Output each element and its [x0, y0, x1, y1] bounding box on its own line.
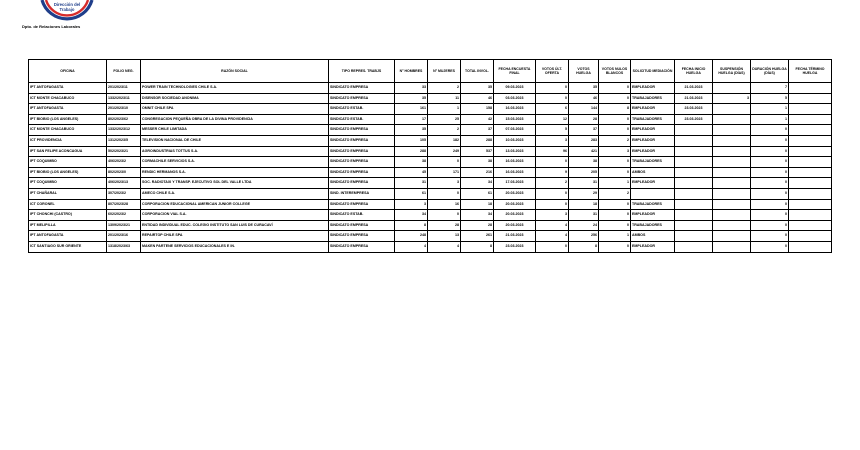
table-cell: IPT BIOBIO (LOS ANGELES) — [29, 114, 107, 125]
table-cell: EMPLEADOR — [631, 125, 675, 136]
table-cell: 216 — [461, 167, 494, 178]
table-cell: 35 — [395, 125, 428, 136]
table-cell: 0 — [536, 241, 569, 252]
table-cell: 45 — [395, 167, 428, 178]
table-cell: 29 — [569, 188, 599, 199]
table-cell: 0 — [599, 83, 631, 94]
table-cell — [789, 83, 832, 94]
table-cell: 0 — [751, 210, 789, 221]
table-cell — [675, 178, 713, 189]
table-cell: EMPLEADOR — [631, 210, 675, 221]
table-cell: 35 — [569, 83, 599, 94]
table-cell: IPT MELIPILLA — [29, 220, 107, 231]
table-cell: 256 — [569, 231, 599, 242]
table-cell: 249 — [428, 146, 461, 157]
table-cell: TELEVISION NACIONAL DE CHILE — [141, 135, 329, 146]
column-header: VOTOS ÚLT. OFERTA — [536, 60, 569, 83]
table-cell: 28 — [569, 114, 599, 125]
table-cell: 1318/2023/63 — [107, 241, 141, 252]
table-cell: 09.03.2023 — [494, 83, 536, 94]
table-cell: 2 — [599, 188, 631, 199]
table-cell: 15.03.2023 — [494, 114, 536, 125]
table-cell — [789, 199, 832, 210]
table-cell: SINDICATO EMPRESA — [329, 241, 395, 252]
table-cell: 171 — [428, 167, 461, 178]
table-cell: 4 — [395, 241, 428, 252]
table-cell: 31 — [569, 178, 599, 189]
table-cell — [789, 93, 832, 104]
table-cell — [713, 114, 751, 125]
table-cell: 16.03.2023 — [494, 167, 536, 178]
table-cell: 13 — [428, 231, 461, 242]
table-cell: 07.03.2023 — [494, 125, 536, 136]
table-cell: 502/2023/21 — [107, 146, 141, 157]
table-cell: SINDICATO EMPRESA — [329, 135, 395, 146]
column-header: N° HOMBRES — [395, 60, 428, 83]
table-cell: OMNIT CHILE SPA — [141, 104, 329, 115]
table-cell: 38 — [461, 157, 494, 168]
table-cell: 0 — [599, 220, 631, 231]
table-cell: 21.03.2023 — [675, 83, 713, 94]
table-cell: 182 — [428, 135, 461, 146]
table-cell: 3 — [428, 178, 461, 189]
table-cell: 31 — [395, 178, 428, 189]
table-cell: SINDICATO ESTAB. — [329, 114, 395, 125]
table-cell: 21.03.2023 — [675, 93, 713, 104]
table-cell: SINDICATO EMPRESA — [329, 178, 395, 189]
table-cell — [713, 104, 751, 115]
table-cell — [789, 114, 832, 125]
table-cell: SIND. INTEREMPRESA — [329, 188, 395, 199]
table-cell — [713, 125, 751, 136]
table-cell: 21.03.2023 — [494, 231, 536, 242]
table-cell: 17 — [395, 114, 428, 125]
table-cell: SINDICATO EMPRESA — [329, 167, 395, 178]
table-cell: 0 — [751, 231, 789, 242]
table-cell: 38 — [395, 157, 428, 168]
table-row — [29, 167, 832, 178]
table-cell: TRABAJADORES — [631, 157, 675, 168]
table-cell — [789, 220, 832, 231]
table-cell: 201/2023/10 — [107, 104, 141, 115]
table-cell: 0 — [599, 199, 631, 210]
table-cell: EMPLEADOR — [631, 104, 675, 115]
table-cell: 0 — [751, 241, 789, 252]
table-cell: 16.03.2023 — [494, 104, 536, 115]
table-row — [29, 178, 832, 189]
table-cell: 0 — [751, 188, 789, 199]
table-cell: IPT BIOBIO (LOS ANGELES) — [29, 167, 107, 178]
column-header: OFICINA — [29, 60, 107, 83]
table-cell — [713, 199, 751, 210]
table-cell: AMBOS — [631, 231, 675, 242]
table-cell: 4 — [428, 241, 461, 252]
table-cell — [789, 178, 832, 189]
table-cell: 46 — [461, 93, 494, 104]
table-cell: CORPORACION VIAL S.A. — [141, 210, 329, 221]
table-cell: 5 — [751, 93, 789, 104]
table-cell: 1 — [751, 104, 789, 115]
table-cell: 0 — [751, 146, 789, 157]
table-cell: 1312/2023/5 — [107, 135, 141, 146]
table-cell — [789, 167, 832, 178]
table-cell: SINDICATO ESTAB. — [329, 104, 395, 115]
table-row — [29, 83, 832, 94]
table-cell: IPT SAN FELIPE ACONCAGUA — [29, 146, 107, 157]
table-cell: MAKEN PARTENE SERVICIOS EDUCACIONALES E IN. — [141, 241, 329, 252]
table-cell: EMPLEADOR — [631, 83, 675, 94]
table-cell — [713, 188, 751, 199]
table-cell: 0 — [751, 157, 789, 168]
table-cell — [789, 146, 832, 157]
table-cell: SINDICATO EMPRESA — [329, 199, 395, 210]
table-cell: TRABAJADORES — [631, 220, 675, 231]
table-cell: ICT MONTE CHACABUCO — [29, 125, 107, 136]
table-cell: 31 — [569, 210, 599, 221]
table-cell: 8 — [599, 104, 631, 115]
table-row — [29, 220, 832, 231]
table-cell: 23.03.2023 — [494, 241, 536, 252]
table-cell — [789, 188, 832, 199]
table-cell: 8 — [395, 220, 428, 231]
table-cell: 1 — [751, 114, 789, 125]
table-cell: 105 — [395, 135, 428, 146]
table-cell: 3 — [536, 135, 569, 146]
table-row — [29, 114, 832, 125]
direccion-trabajo-logo-icon — [22, 0, 112, 22]
table-cell: 12 — [536, 114, 569, 125]
table-cell: 46 — [569, 93, 599, 104]
table-cell: 16 — [428, 199, 461, 210]
table-cell — [713, 210, 751, 221]
table-cell: ICT MONTE CHACABUCO — [29, 93, 107, 104]
table-cell: 283 — [569, 135, 599, 146]
table-cell: 20.03.2023 — [494, 188, 536, 199]
table-cell: 1309/2023/21 — [107, 220, 141, 231]
table-cell — [789, 241, 832, 252]
table-cell: 10.03.2023 — [494, 135, 536, 146]
table-cell: 802/2023/62 — [107, 114, 141, 125]
table-cell: 25 — [428, 114, 461, 125]
table-cell: RENDIC HERMANOS S.A. — [141, 167, 329, 178]
table-cell: REPAIRTOP CHILE SPA — [141, 231, 329, 242]
table-cell: 421 — [569, 146, 599, 157]
table-cell: SINDICATO ESTAB. — [329, 210, 395, 221]
table-cell: 33 — [395, 83, 428, 94]
table-cell: 307/2023/2 — [107, 188, 141, 199]
table-cell — [789, 135, 832, 146]
table-cell: 20.03.2023 — [494, 220, 536, 231]
table-cell — [675, 231, 713, 242]
table-cell: 406/2023/13 — [107, 178, 141, 189]
table-cell: 201/2023/16 — [107, 231, 141, 242]
table-cell: 0 — [599, 210, 631, 221]
table-cell: IPT COQUIMBO — [29, 178, 107, 189]
table-cell — [789, 231, 832, 242]
table-cell — [675, 210, 713, 221]
table-cell: 1 — [599, 231, 631, 242]
table-cell: 248 — [395, 231, 428, 242]
table-cell: 288 — [461, 135, 494, 146]
table-cell: 42 — [461, 114, 494, 125]
table-cell — [713, 178, 751, 189]
table-cell: ICT CORONEL — [29, 199, 107, 210]
table-cell: 0 — [536, 157, 569, 168]
table-cell: SOC. RADIOTAXI Y TRANSP. EJECUTIVO SOL DEL VALLE LTDA — [141, 178, 329, 189]
table-cell: ENTIDAD INDIVIDUAL EDUC. COLEGIO INSTITUTO SAN LUIS DE CURACAVÍ — [141, 220, 329, 231]
table-cell — [789, 210, 832, 221]
table-row — [29, 210, 832, 221]
table-row — [29, 157, 832, 168]
table-cell: 201/2023/11 — [107, 83, 141, 94]
table-cell: 144 — [569, 104, 599, 115]
table-cell: 96 — [536, 146, 569, 157]
table-cell: 0 — [751, 199, 789, 210]
table-cell: 5 — [536, 125, 569, 136]
table-cell: 161 — [395, 104, 428, 115]
table-cell: CORPORACION EDUCACIONAL AMERICAN JUNIOR COLLEGE — [141, 199, 329, 210]
table-cell: CONGREGACION PEQUEÑA OBRA DE LA DIVINA PROVIDENCIA — [141, 114, 329, 125]
table-cell: 8 — [461, 241, 494, 252]
table-cell — [675, 188, 713, 199]
table-cell: 9 — [536, 167, 569, 178]
table-cell: 4 — [536, 231, 569, 242]
table-cell — [713, 220, 751, 231]
table-row — [29, 125, 832, 136]
table-cell: 7 — [751, 83, 789, 94]
table-cell: 1332/2023/11 — [107, 93, 141, 104]
column-header: DURACIÓN HUELGA (DÍAS) — [751, 60, 789, 83]
table-cell — [789, 104, 832, 115]
table-cell — [789, 125, 832, 136]
table-cell: 406/2023/2 — [107, 157, 141, 168]
table-cell: 8 — [569, 241, 599, 252]
table-cell: 0 — [536, 83, 569, 94]
table-cell: 6 — [536, 104, 569, 115]
table-cell: AMBOS — [631, 167, 675, 178]
table-cell: 205 — [569, 167, 599, 178]
table-cell: SINDICATO EMPRESA — [329, 146, 395, 157]
logo-text-1: Dirección del — [53, 2, 81, 7]
table-cell: 23.03.2023 — [675, 104, 713, 115]
column-header: VOTOS NULOS BLANCOS — [599, 60, 631, 83]
header-row — [29, 60, 832, 83]
table-row — [29, 231, 832, 242]
table-cell: 28 — [461, 220, 494, 231]
table-cell: 34 — [395, 210, 428, 221]
table-cell: 18 — [461, 199, 494, 210]
table-cell: TRABAJADORES — [631, 114, 675, 125]
table-cell: 0 — [599, 241, 631, 252]
table-cell: ICT PROVIDENCIA — [29, 135, 107, 146]
table-cell — [713, 157, 751, 168]
table-cell: 37 — [461, 125, 494, 136]
table-cell: 288 — [395, 146, 428, 157]
column-header: FECHA INICIO HUELGA — [675, 60, 713, 83]
table-cell: AGROINDUSTRIAS TOTTUS S.A. — [141, 146, 329, 157]
table-cell: 602/2023/2 — [107, 210, 141, 221]
table-cell — [675, 220, 713, 231]
table-cell — [675, 241, 713, 252]
column-header: FECHA ENCUESTA FINAL — [494, 60, 536, 83]
table-row — [29, 104, 832, 115]
table-cell — [713, 241, 751, 252]
table-cell: SINDICATO EMPRESA — [329, 231, 395, 242]
table-cell — [675, 199, 713, 210]
table-header — [29, 60, 832, 83]
table-cell: 0 — [599, 114, 631, 125]
table-cell: 03.03.2023 — [494, 93, 536, 104]
table-cell: 61 — [461, 188, 494, 199]
table-cell — [675, 135, 713, 146]
table-cell — [713, 83, 751, 94]
column-header: TIPO REPRES. TRABJS — [329, 60, 395, 83]
table-cell: 0 — [751, 220, 789, 231]
table-cell: 0 — [428, 157, 461, 168]
table-cell: 1332/2023/12 — [107, 125, 141, 136]
table-cell: 0 — [751, 178, 789, 189]
table-cell: 24 — [569, 220, 599, 231]
table-cell: 1 — [599, 178, 631, 189]
table-cell — [675, 146, 713, 157]
table-cell: 0 — [599, 157, 631, 168]
table-cell: 0 — [428, 188, 461, 199]
table-cell: IPT ANTOFAGASTA — [29, 104, 107, 115]
table-cell: 2 — [428, 83, 461, 94]
table-cell: 61 — [395, 188, 428, 199]
table-cell: 11 — [428, 93, 461, 104]
column-header: FECHA TÉRMINO HUELGA — [789, 60, 832, 83]
table-cell: 802/2023/0 — [107, 167, 141, 178]
column-header: RAZÓN SOCIAL — [141, 60, 329, 83]
column-header: N° MUJERES — [428, 60, 461, 83]
table-cell: 0 — [751, 135, 789, 146]
table-cell: IPT CHONCHI (CASTRO) — [29, 210, 107, 221]
table-cell: MESSER CHILE LIMITADA — [141, 125, 329, 136]
table-cell: POWER TRAIN TECHNOLOGIES CHILE S.A. — [141, 83, 329, 94]
table-cell — [631, 188, 675, 199]
table-cell: 3 — [395, 199, 428, 210]
table-cell: SINDICATO EMPRESA — [329, 157, 395, 168]
table-cell: 0 — [536, 93, 569, 104]
table-cell: 0 — [751, 125, 789, 136]
table-cell: 34 — [461, 210, 494, 221]
table-cell: SINDICATO EMPRESA — [329, 83, 395, 94]
table-cell — [713, 167, 751, 178]
table-cell: 2 — [536, 178, 569, 189]
table-cell: EMPLEADOR — [631, 178, 675, 189]
table-row — [29, 146, 832, 157]
table-cell: 3 — [599, 146, 631, 157]
table-cell: AMECO CHILE S.A. — [141, 188, 329, 199]
column-header: TOTAL INVOL. — [461, 60, 494, 83]
table-cell: 2 — [428, 125, 461, 136]
table-body — [29, 83, 832, 253]
table-cell: 20.03.2023 — [494, 210, 536, 221]
table-cell: IPT ANTOFAGASTA — [29, 231, 107, 242]
table-cell: 0 — [428, 210, 461, 221]
column-header: FOLIO NEG. — [107, 60, 141, 83]
table-cell: 1 — [428, 104, 461, 115]
huelgas-table — [28, 59, 832, 253]
table-cell: 0 — [536, 188, 569, 199]
department-label: Dpto. de Relaciones Laborales — [22, 24, 81, 29]
table-cell: 0 — [751, 167, 789, 178]
table-cell: 23.03.2023 — [675, 114, 713, 125]
table-cell: TRABAJADORES — [631, 93, 675, 104]
table-row — [29, 93, 832, 104]
table-cell: 17.03.2023 — [494, 178, 536, 189]
table-cell: 34 — [461, 178, 494, 189]
table-cell: 0 — [599, 167, 631, 178]
table-cell: 0 — [599, 93, 631, 104]
table-cell: 35 — [461, 83, 494, 94]
table-cell: 807/2023/28 — [107, 199, 141, 210]
table-cell: TRABAJADORES — [631, 199, 675, 210]
logo — [22, 0, 112, 22]
table-cell: EMPLEADOR — [631, 146, 675, 157]
table-cell: 3 — [713, 93, 751, 104]
column-header: SOLICITUD MEDIACIÓN — [631, 60, 675, 83]
table-cell: EMPLEADOR — [631, 135, 675, 146]
table-cell: 2 — [599, 135, 631, 146]
table-row — [29, 135, 832, 146]
table-row — [29, 199, 832, 210]
table-cell: IPT CHAÑARAL — [29, 188, 107, 199]
table-cell — [675, 167, 713, 178]
table-cell — [789, 157, 832, 168]
table-cell: IPT ANTOFAGASTA — [29, 83, 107, 94]
table-cell: 3 — [536, 210, 569, 221]
table-cell: SINDICATO EMPRESA — [329, 220, 395, 231]
table-cell: 537 — [461, 146, 494, 157]
table-cell: 20.03.2023 — [494, 199, 536, 210]
table-cell: 13.03.2023 — [494, 146, 536, 157]
table-cell — [713, 231, 751, 242]
table-cell: IPT COQUIMBO — [29, 157, 107, 168]
logo-text-2: Trabajo — [59, 7, 75, 12]
table-cell — [713, 135, 751, 146]
table-cell: 0 — [536, 199, 569, 210]
column-header: SUSPENSIÓN HUELGA (DÍAS) — [713, 60, 751, 83]
table-cell: 18 — [569, 199, 599, 210]
table-cell: 261 — [461, 231, 494, 242]
table-cell — [675, 157, 713, 168]
table-cell: 158 — [461, 104, 494, 115]
table-cell — [675, 125, 713, 136]
table-cell: SINDICATO EMPRESA — [329, 93, 395, 104]
table-cell: EMPLEADOR — [631, 241, 675, 252]
table-cell: DISENSOR SOCIEDAD ANONIMA — [141, 93, 329, 104]
table-cell — [713, 146, 751, 157]
table-row — [29, 241, 832, 252]
table-cell: 38 — [569, 157, 599, 168]
column-header: VOTOS HUELGA — [569, 60, 599, 83]
table-row — [29, 188, 832, 199]
table-cell: 35 — [395, 93, 428, 104]
table-cell: CORMACHILE SERVICIOS S.A. — [141, 157, 329, 168]
table-cell: 4 — [536, 220, 569, 231]
table-cell: 37 — [569, 125, 599, 136]
table-cell: ICT SANTIAGO SUR ORIENTE — [29, 241, 107, 252]
table-cell: 16.03.2023 — [494, 157, 536, 168]
table-cell: SINDICATO EMPRESA — [329, 125, 395, 136]
table-cell: 28 — [428, 220, 461, 231]
table-cell: 0 — [599, 125, 631, 136]
